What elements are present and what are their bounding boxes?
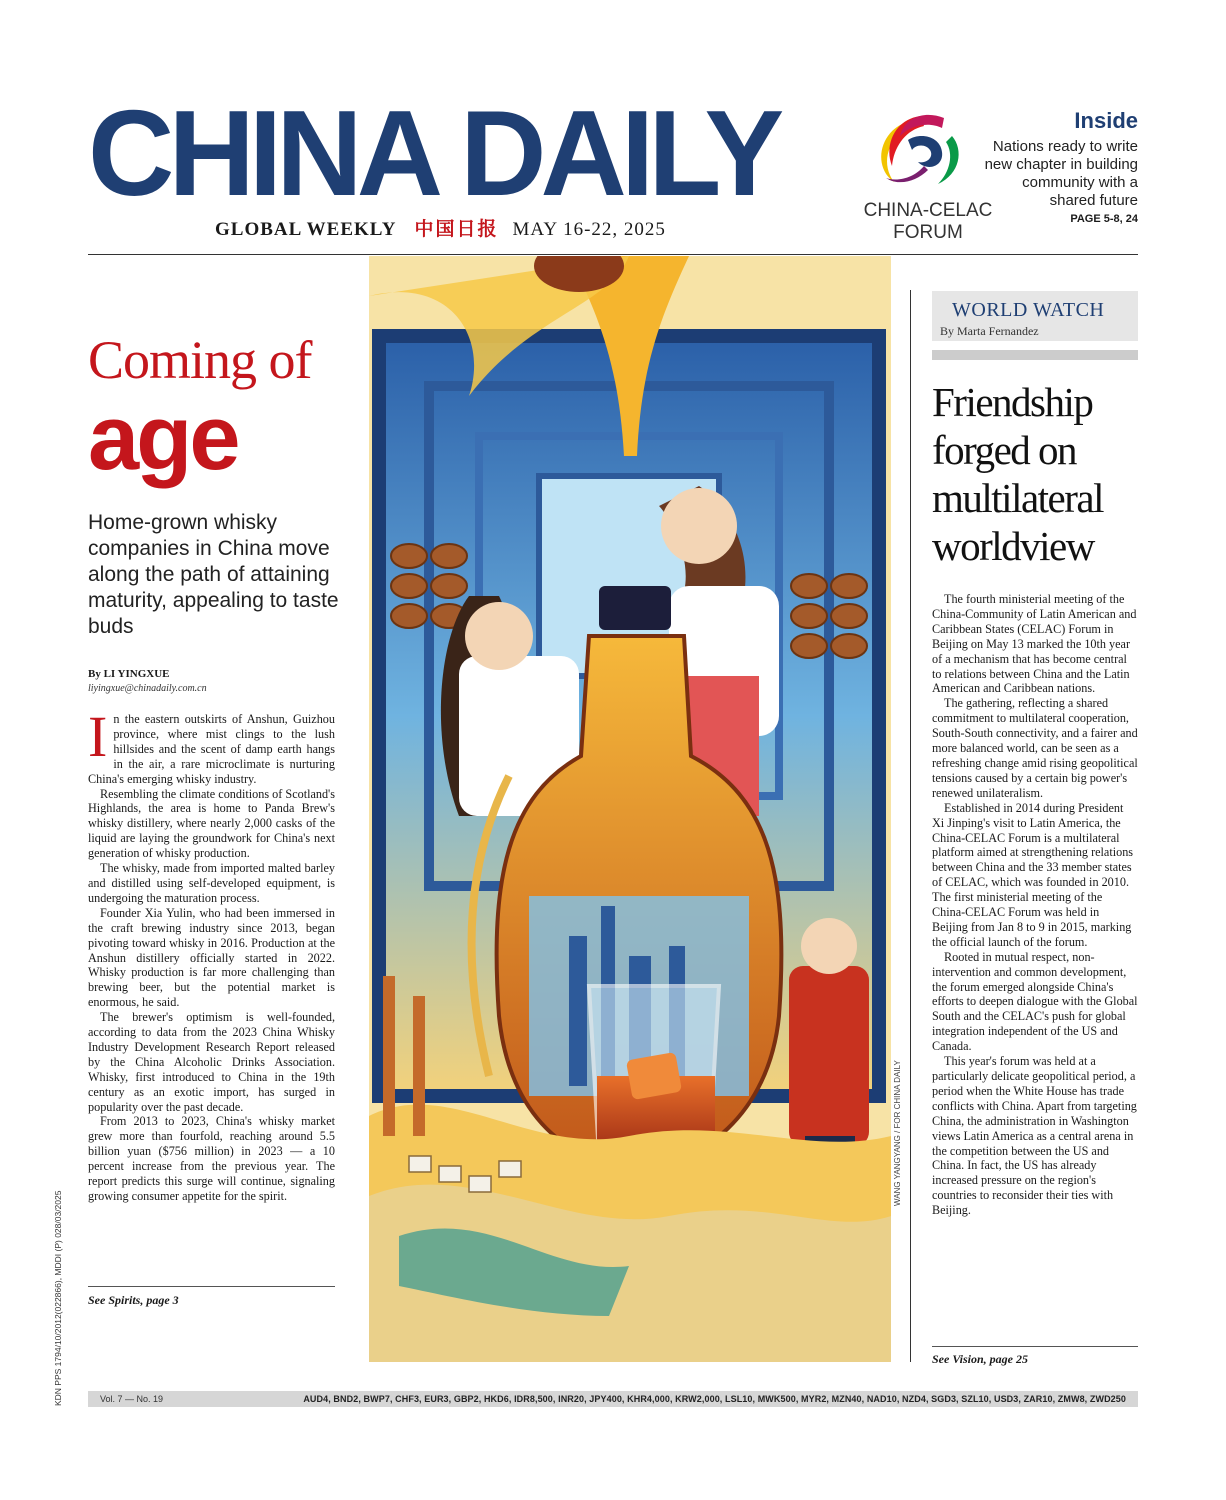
lead-paragraph: The whisky, made from imported malted barley and distilled using self-developed equipment, is undergoing the maturation process. [88, 861, 335, 905]
masthead-title: CHINA DAILY [88, 85, 779, 221]
inside-page-ref: PAGE 5-8, 24 [1070, 213, 1138, 225]
whisky-illustration [369, 256, 891, 1362]
column-body [932, 592, 1138, 1218]
lead-paragraph: The brewer's optimism is well-founded, according to data from the 2023 China Whisky Industry Development Research Report released by the China Alcoholic Drinks Association. Whisky, first introduced to China in the 19th century as an exotic import, has surged in popularity over the past decade. [88, 1010, 335, 1114]
column-paragraph: Rooted in mutual respect, non-intervention and common development, the forum emerged alongside China's efforts to deepen dialogue with the Global South and the CELAC's push for global integration independent of the US and Canada. [932, 949, 1138, 1054]
dropcap: I [88, 704, 108, 769]
world-watch-label: WORLD WATCH [952, 299, 1105, 321]
world-watch-bar [932, 350, 1138, 360]
lead-paragraph: Founder Xia Yulin, who had been immersed in the craft brewing industry since 2013, began pivoting toward whisky in 2016. Production at the Anshun distillery officially started in 2022. Whisky production is far more challenging than brewing beer, but the potential market is enormous, he said. [88, 905, 335, 1010]
lead-paragraph: Resembling the climate conditions of Scotland's Highlands, the area is home to Panda Brew's whisky distillery, where nearly 2,000 casks of the liquid are laying the groundwork for China's next generation of whisky production. [88, 786, 335, 861]
inside-label: Inside [1074, 108, 1138, 133]
lead-jump-divider [88, 1286, 335, 1287]
lead-email[interactable]: liyingxue@chinadaily.com.cn [88, 683, 207, 694]
cover-prices: AUD4, BND2, BWP7, CHF3, EUR3, GBP2, HKD6, IDR8,500, INR20, JPY400, KHR4,000, KRW2,000, LSL10, MWK500, MYR2, MZN40, NAD10, NZD4, SGD3, SZL10, USD3, ZAR10, ZMW8, ZWD250 [303, 1394, 1126, 1404]
celac-forum-logo-icon [868, 106, 978, 194]
lead-deck: Home-grown whisky companies in China move along the path of attaining maturity, appealing to taste buds [88, 511, 339, 638]
lead-body [88, 704, 335, 1204]
column-jump-divider [932, 1346, 1138, 1347]
column-paragraph: The gathering, reflecting a shared commitment to multilateral cooperation, South-South connectivity, and a fairer and more balanced world, can be seen as a refreshing change amid rising geopolitical tensions caused by a certain big power's renewed unilateralism. [932, 696, 1138, 800]
edition-label: GLOBAL WEEKLY [215, 219, 397, 240]
celac-forum-label [858, 200, 998, 244]
lead-jump-link[interactable]: See Spirits, page 3 [88, 1293, 179, 1307]
lead-paragraph: From 2013 to 2023, China's whisky market grew more than fourfold, reaching around 5.5 billion yuan ($756 million) in 2023 — a 10 percent increase from the previous year. The report predicts this surge will continue, signaling growing consumer appetite for the spirit. [88, 1114, 335, 1203]
masthead-divider [88, 254, 1138, 255]
first-para-text: n the eastern outskirts of Anshun, Guizhou province, where mist clings to the lush hillsides and the scent of damp earth hangs in the air, a rare microclimate is nurturing China's emerging whisky industry. [88, 712, 335, 786]
celac-line1: CHINA-CELAC [863, 200, 993, 221]
lead-first-paragraph [88, 704, 335, 787]
lead-byline: By LI YINGXUE [88, 668, 170, 680]
column-jump-link[interactable]: See Vision, page 25 [932, 1352, 1029, 1366]
chinese-name: 中国日报 [414, 219, 499, 240]
lead-headline-line1: Coming of [88, 330, 312, 390]
column-paragraph: Established in 2014 during President Xi Jinping's visit to Latin America, the China-CELAC Forum is a multilateral platform aimed at strengthening relations between China and the 33 member states of CELAC, which was founded in 2010. The first ministerial meeting of the China-CELAC Forum was held in Beijing from Jan 8 to 9 in 2015, marking the official launch of the forum. [932, 800, 1134, 949]
masthead-subline [215, 214, 666, 241]
column-author: By Marta Fernandez [940, 324, 1039, 338]
inside-teaser[interactable] [980, 108, 1138, 225]
column-divider [910, 290, 911, 1362]
price-footer [88, 1391, 1138, 1407]
column-paragraph: The fourth ministerial meeting of the China-Community of Latin American and Caribbean States (CELAC) Forum in Beijing on May 13 marked the 10th year of a mechanism that has become central to relations between China and the Latin American and Caribbean nations. [932, 592, 1137, 696]
column-paragraph: This year's forum was held at a particularly delicate geopolitical period, a period when the White House has trade conflicts with China. Apart from targeting China, the administration in Washington views Latin America as a central arena in the competition between the US and China. In fact, the US has already increased pressure on the region's countries to reconsider their ties with Beijing. [932, 1054, 1137, 1218]
registration-number: KDN PPS 1794/10/2012(022866), MDDI (P) 028/03/2025 [53, 1190, 63, 1406]
volume-number: Vol. 7 — No. 19 [100, 1394, 164, 1404]
illustration-credit: WANG YANGYANG / FOR CHINA DAILY [893, 1060, 902, 1206]
inside-text: Nations ready to write new chapter in building community with a shared future [984, 138, 1138, 209]
column-headline: Friendship forged on multilateral worldview [932, 379, 1103, 569]
celac-line2: FORUM [893, 222, 963, 243]
lead-headline-line2: age [88, 387, 238, 489]
issue-date: MAY 16-22, 2025 [512, 219, 666, 240]
